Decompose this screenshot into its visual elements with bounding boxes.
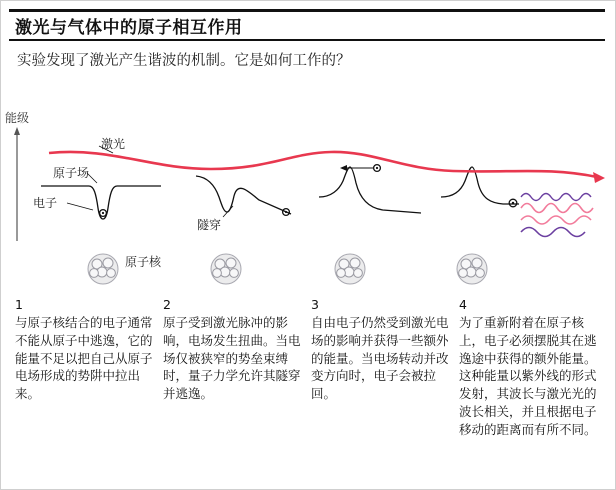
electron-core-panel-1 <box>102 212 104 214</box>
captions-row <box>15 297 607 438</box>
caption-text: 为了重新附着在原子核上，电子必须摆脱其在逃逸途中获得的额外能量。这种能量以紫外线的形式发射，其波长与激光光的波长相关，并且根据电子移动的距离而有所不同。 <box>459 315 597 437</box>
label-nucleus: 原子核 <box>125 255 162 269</box>
harmonic-wave-uv-2 <box>521 228 585 237</box>
caption-number: 3 <box>311 297 319 312</box>
nucleus-panel-3 <box>335 254 365 284</box>
page-subtitle: 实验发现了激光产生谐波的机制。它是如何工作的？ <box>17 53 351 69</box>
potential-curve-panel-2 <box>196 176 291 214</box>
nucleus-panel-1 <box>88 254 118 284</box>
potential-curve-panel-1 <box>41 186 161 219</box>
harmonic-wave-pink-2 <box>521 216 591 224</box>
potential-curve-panel-3 <box>319 167 421 213</box>
label-electron: 电子 <box>33 196 58 210</box>
caption-number: 4 <box>459 297 467 312</box>
axis-arrow-icon <box>14 127 20 135</box>
leader-line-electron <box>67 203 93 210</box>
electron-core-panel-4 <box>512 202 514 204</box>
electron-core-panel-2 <box>285 211 287 213</box>
caption-step-4 <box>459 297 607 438</box>
caption-number: 1 <box>15 297 23 312</box>
laser-arrow-head-icon <box>593 172 605 183</box>
leader-line-tunnel <box>223 206 233 217</box>
nucleus-panel-4 <box>457 254 487 284</box>
laser-curve <box>49 152 597 177</box>
caption-text: 原子受到激光脉冲的影响，电场发生扭曲。当电场仅被狭窄的势垒束缚时，量子力学允许其隧穿并逃逸。 <box>163 315 301 401</box>
caption-number: 2 <box>163 297 171 312</box>
harmonic-wave-pink-1 <box>521 204 593 213</box>
label-laser: 激光 <box>101 137 126 151</box>
label-tunneling: 隧穿 <box>197 218 222 232</box>
caption-step-1 <box>15 297 163 438</box>
label-atom-field: 原子场 <box>53 166 90 180</box>
harmonic-wave-uv-1 <box>521 194 591 201</box>
nucleus-panel-2 <box>211 254 241 284</box>
caption-step-2 <box>163 297 311 438</box>
caption-text: 自由电子仍然受到激光电场的影响并获得一些额外的能量。当电场转动并改变方向时，电子会被拉回。 <box>311 315 449 401</box>
caption-text: 与原子核结合的电子通常不能从原子中逃逸，它的能量不足以把自己从原子电场形成的势阱中拉出来。 <box>15 315 153 401</box>
page-title: 激光与气体中的原子相互作用 <box>15 18 243 38</box>
arrow-left-head-icon <box>340 165 347 171</box>
electron-core-panel-3 <box>376 167 378 169</box>
y-axis-label: 能级 <box>5 111 30 125</box>
caption-step-3 <box>311 297 459 438</box>
